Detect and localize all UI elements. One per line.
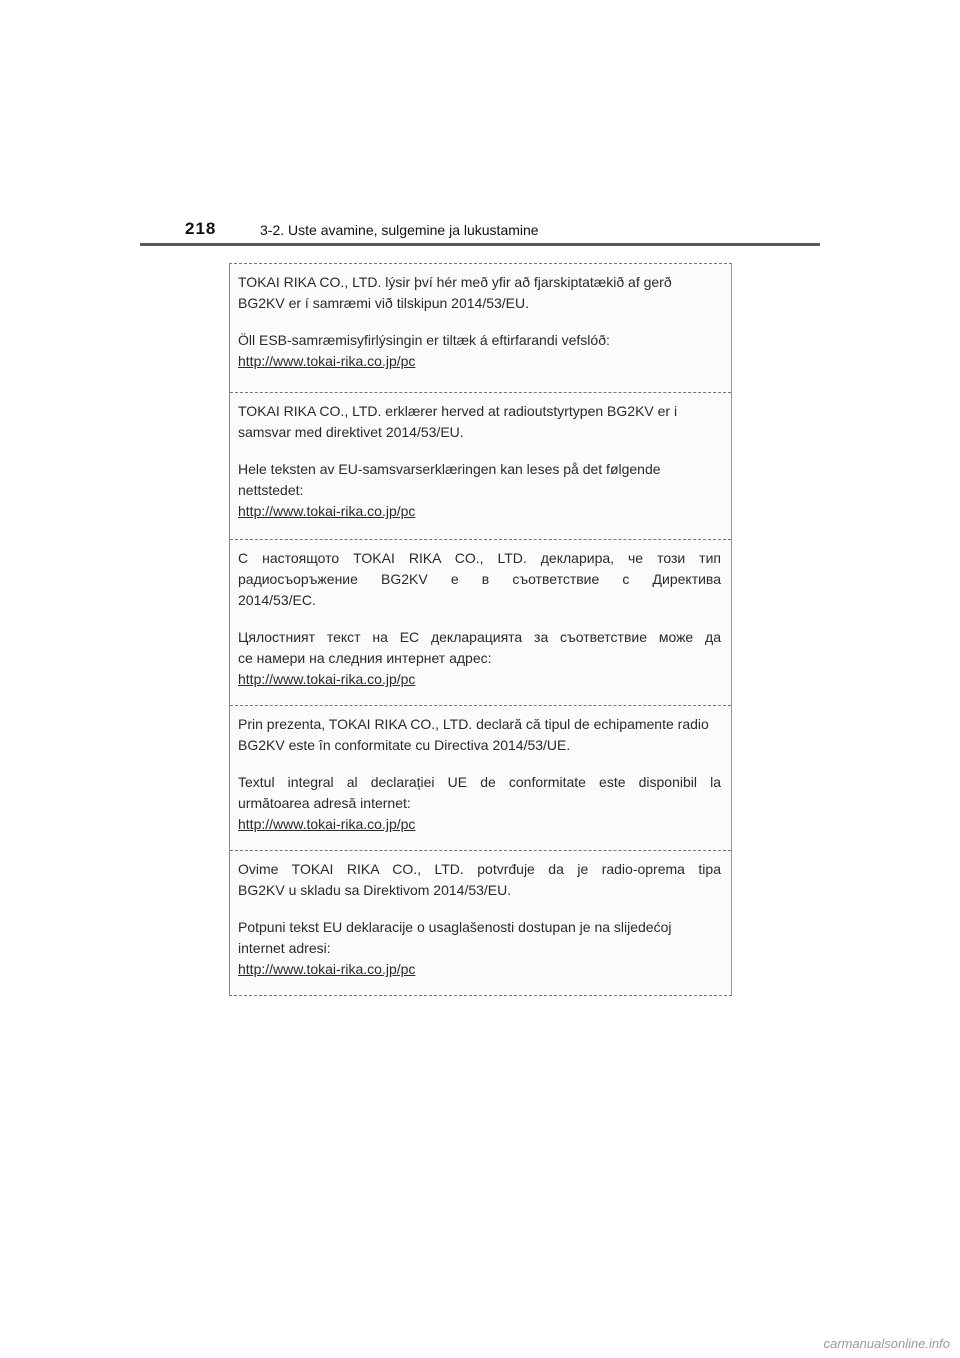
site-watermark: carmanualsonline.info (823, 1336, 950, 1351)
declaration-romanian (230, 705, 731, 850)
page-number: 218 (185, 219, 217, 238)
declaration-statement-line: радиосъоръжение BG2KV е в съответствие с Директива (238, 571, 721, 587)
declaration-availability: Potpuni tekst EU deklaracije o usaglašenosti dostupan je na slijedećoj internet adresi: (238, 919, 672, 956)
header-rule (140, 243, 820, 246)
declaration-norwegian (230, 392, 731, 539)
declaration-link[interactable]: http://www.tokai-rika.co.jp/pc (238, 353, 416, 369)
declaration-availability-line: următoarea adresă internet: (238, 795, 411, 811)
declaration-availability: Hele teksten av EU-samsvarserklæringen kan leses på det følgende nettstedet: (238, 461, 661, 498)
declaration-statement-line: 2014/53/ЕС. (238, 592, 316, 608)
declaration-statement: TOKAI RIKA CO., LTD. lýsir því hér með yfir að fjarskiptatækið af gerð BG2KV er í samræmi við tilskipun 2014/53/EU. (238, 274, 672, 311)
chapter-title: 3-2. Uste avamine, sulgemine ja lukustamine (260, 222, 539, 238)
declaration-link[interactable]: http://www.tokai-rika.co.jp/pc (238, 503, 416, 519)
declaration-statement-line: BG2KV u skladu sa Direktivom 2014/53/EU. (238, 882, 512, 898)
declaration-availability: Öll ESB-samræmisyfirlýsingin er tiltæk á eftirfarandi vefslóð: (238, 332, 610, 348)
declaration-statement-line: Ovime TOKAI RIKA CO., LTD. potvrđuje da je radio-oprema tipa (238, 861, 721, 877)
declaration-icelandic (230, 264, 731, 392)
page-header (140, 216, 820, 246)
declaration-availability-line: се намери на следния интернет адрес: (238, 650, 492, 666)
declaration-availability-line: Textul integral al declarației UE de conformitate este disponibil la (238, 774, 721, 790)
declaration-statement: Prin prezenta, TOKAI RIKA CO., LTD. declară că tipul de echipamente radio BG2KV este în conformitate cu Directiva 2014/53/UE. (238, 716, 709, 753)
declaration-availability-line: Цялостният текст на ЕС декларацията за съответствие може да (238, 629, 721, 645)
declaration-montenegrin (230, 850, 731, 995)
declaration-link[interactable]: http://www.tokai-rika.co.jp/pc (238, 671, 416, 687)
declaration-statement: TOKAI RIKA CO., LTD. erklærer herved at radioutstyrtypen BG2KV er i samsvar med direktivet 2014/53/EU. (238, 403, 678, 440)
page-footer (0, 1336, 960, 1358)
declaration-statement-line: С настоящото TOKAI RIKA CO., LTD. декларира, че този тип (238, 550, 721, 566)
declaration-scan (229, 263, 732, 996)
declaration-link[interactable]: http://www.tokai-rika.co.jp/pc (238, 816, 416, 832)
declaration-link[interactable]: http://www.tokai-rika.co.jp/pc (238, 961, 416, 977)
declaration-bulgarian (230, 539, 731, 705)
